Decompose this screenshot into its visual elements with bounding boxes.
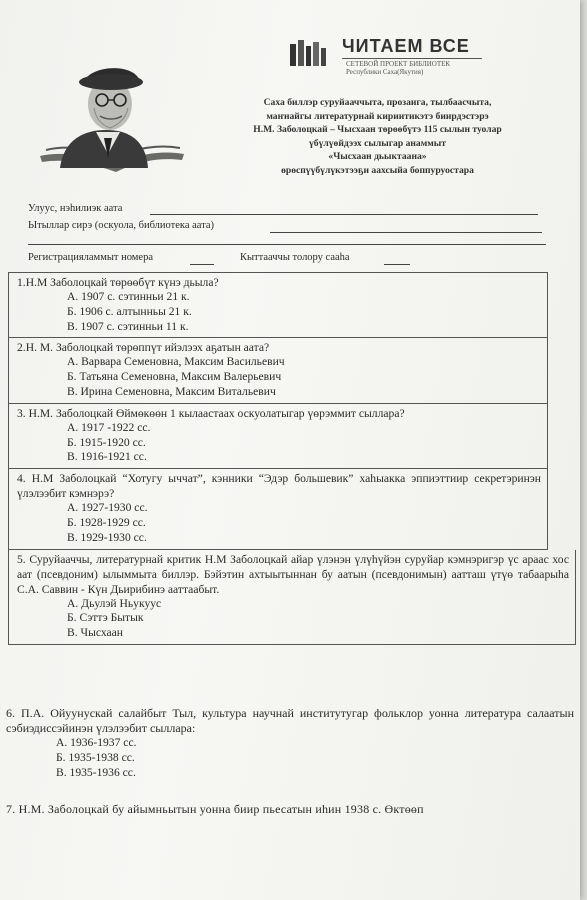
institution-field[interactable]: [270, 232, 542, 233]
institution-label: Ытыллар сирэ (оскуола, библиотека аата): [28, 220, 215, 231]
score-label: Кыттааччы толору сааһа: [240, 252, 350, 263]
logo-subtitle: СЕТЕВОЙ ПРОЕКТ БИБЛИОТЕК: [346, 60, 451, 68]
questions-table: [8, 272, 569, 645]
answer-option[interactable]: В. Чысхаан: [67, 626, 123, 640]
participant-field[interactable]: [150, 214, 538, 215]
answer-option[interactable]: А. Варвара Семеновна, Максим Васильевич: [67, 355, 285, 369]
answer-option[interactable]: Б. 1928-1929 сс.: [67, 515, 146, 529]
question-5: [8, 550, 576, 645]
intro-line: өрөспүүбүлүкэтээҕи аахсыйа боппуруостара: [281, 164, 474, 176]
score-field[interactable]: [384, 264, 410, 265]
answer-option[interactable]: А. 1917 -1922 сс.: [67, 420, 151, 434]
logo-subtitle-region: Республики Саха(Якутия): [346, 68, 424, 76]
intro-line: үбүлүөйдээх сылыгар анаммыт: [308, 137, 446, 149]
reg-number-label: Регистрацияламмыт номера: [28, 252, 153, 263]
answer-option[interactable]: Б. 1915-1920 сс.: [67, 435, 146, 449]
question-text: 3. Н.М. Заболоцкай Өймөкөөн 1 кылаастаах оскуолатыгар үөрэммит сыллара?: [17, 406, 405, 420]
question-4: [8, 469, 548, 549]
answer-option[interactable]: Б. 1906 с. алтынньы 21 к.: [67, 304, 192, 318]
intro-line: Саха биллэр суруйааччыта, прозаига, тылбаасчыта,: [263, 97, 492, 108]
answer-option[interactable]: В. 1916-1921 сс.: [67, 450, 147, 464]
question-1: [8, 273, 548, 338]
project-logo: [290, 36, 490, 80]
answer-option[interactable]: Б. Сэттэ Бытык: [67, 611, 144, 625]
participant-label: Улуус, нэһилиэк аата: [28, 203, 123, 214]
answer-option[interactable]: В. 1907 с. сэтинньи 11 к.: [67, 319, 189, 333]
answer-option[interactable]: А. 1907 с. сэтинньи 21 к.: [67, 290, 190, 303]
reg-number-field[interactable]: [190, 264, 214, 265]
question-text: 2.Н. М. Заболоцкай төрөппүт ийэлээх аҕатын аата?: [17, 341, 270, 355]
question-7: [0, 802, 580, 817]
logo-divider: [342, 58, 482, 59]
question-text: 7. Н.М. Заболоцкай бу айымньытын уонна биир пьесатын иһин 1938 с. Өктөөп: [6, 802, 424, 816]
question-2: [8, 338, 548, 403]
institution-field-extra[interactable]: [28, 244, 546, 245]
answer-option[interactable]: А. 1936-1937 сс.: [56, 736, 137, 749]
books-icon: [290, 40, 326, 66]
intro-line: «Чысхаан дьыктаана»: [328, 151, 427, 162]
answer-option[interactable]: А. 1927-1930 сс.: [67, 501, 148, 515]
question-text: 1.Н.М Заболоцкай төрөөбүт күнэ дьыла?: [17, 276, 219, 289]
intro-line: маҥнайгы литературнай кириитикэтэ биирдэстэрэ: [266, 110, 489, 122]
intro-text: [200, 96, 555, 177]
logo-title: ЧИТАЕМ ВСЕ: [342, 36, 470, 56]
question-text: 4. Н.М Заболоцкай “Хотугу ыччат”, кэнники “Эдэр большевик” хаһыакка эппиэттиир секретэринэн үлэлээбит кэмнэрэ?: [17, 472, 541, 501]
answer-option[interactable]: В. 1935-1936 сс.: [56, 765, 136, 779]
question-text: 6. П.А. Ойуунускай салайбыт Тыл, культура научнай институтугар фольклор уонна литература салаатын сэбиэдиссэйинэн үлэлээбит сыллара:: [6, 706, 574, 735]
answer-option[interactable]: В. 1929-1930 сс.: [67, 530, 147, 544]
author-portrait: [36, 58, 186, 176]
question-6: [0, 706, 580, 780]
answer-option[interactable]: Б. 1935-1938 сс.: [56, 750, 135, 764]
answer-option[interactable]: В. Ирина Семеновна, Максим Витальевич: [67, 384, 276, 398]
question-3: [8, 404, 548, 469]
answer-option[interactable]: Б. Татьяна Семеновна, Максим Валерьевич: [67, 370, 282, 384]
answer-option[interactable]: А. Дьулэй Ньукуус: [67, 596, 162, 610]
intro-line: Н.М. Заболоцкай – Чысхаан төрөөбүтэ 115 сылын туолар: [253, 124, 502, 135]
question-text: 5. Суруйааччы, литературнай критик Н.М Заболоцкай айар үлэнэн үлүһүйэн суруйар кэмнэригэр үс араас хос аат (псевдоним) ылыммыта биллэр. Бэйэтин ахтыытыннан бу аатын (псевдонимын) аатташ үтүө табаарыһа С.А. Саввин - Күн Дьирибинэ ааттаабыт.: [17, 552, 569, 596]
